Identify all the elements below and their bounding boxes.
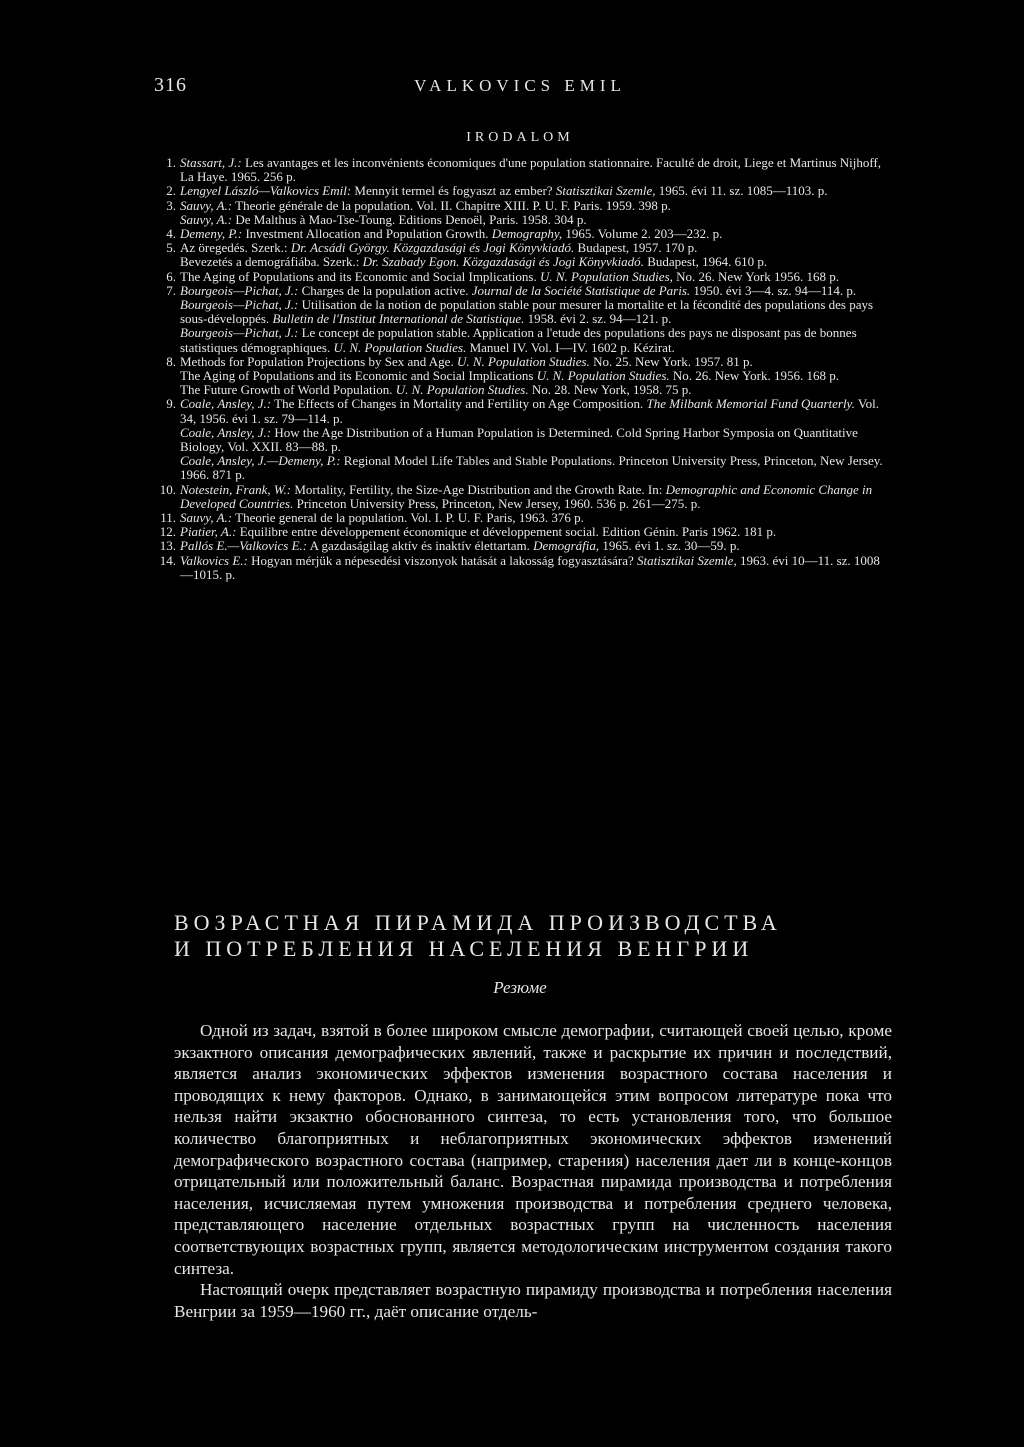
reference-body	[180, 156, 890, 184]
reference-italic-segment: Sauvy, A.:	[180, 197, 233, 213]
reference-italic-segment: Statisztikai Szemle,	[637, 552, 737, 568]
reference-italic-segment: Demography,	[491, 226, 563, 242]
reference-italic-segment: Demográfia,	[533, 538, 600, 554]
reference-text-segment: 1950. évi 3—4. sz. 94—114. p.	[690, 282, 857, 298]
reference-item	[150, 539, 890, 553]
reference-entry	[180, 213, 890, 227]
reference-number: 8.	[166, 353, 176, 369]
reference-italic-segment: U. N. Population Studies.	[333, 339, 467, 355]
reference-body	[180, 397, 890, 482]
page-number: 316	[154, 74, 187, 96]
reference-item	[150, 227, 890, 241]
reference-item	[150, 270, 890, 284]
reference-number: 10.	[159, 481, 176, 497]
reference-text-segment: No. 26. New York. 1956. 168 p.	[669, 368, 839, 384]
reference-text-segment: Bevezetés a demográfiába. Szerk.:	[180, 254, 363, 270]
reference-entry	[180, 156, 890, 184]
reference-number: 13.	[159, 538, 176, 554]
reference-text-segment: Methods for Population Projections by Sex and Age.	[180, 353, 457, 369]
reference-text-segment: Vol. 34, 1956. évi 1. sz. 79—114. p.	[180, 396, 879, 426]
reference-text-segment: 1965. évi 11. sz. 1085—1103. p.	[655, 183, 828, 199]
reference-body	[180, 511, 890, 525]
reference-entry	[180, 355, 890, 369]
reference-entry	[180, 241, 890, 255]
reference-text-segment: Le concept de population stable. Application a l'etude des populations des pays ne disposant pas de bonnes statistiques démographiques.	[180, 325, 857, 355]
reference-italic-segment: Demeny, P.:	[180, 226, 243, 242]
reference-italic-segment: Bulletin de l'Institut International de Statistique.	[272, 311, 525, 327]
reference-italic-segment: Journal de la Société Statistique de Paris.	[471, 282, 691, 298]
reference-italic-segment: Sauvy, A.:	[180, 510, 233, 526]
reference-text-segment: Les avantages et les inconvénients économiques d'une population stationnaire. Faculté de droit, Liege et Martinus Nijhoff, La Haye. 1965. 256 p.	[180, 155, 882, 185]
reference-body	[180, 199, 890, 227]
reference-number: 9.	[166, 396, 176, 412]
reference-item	[150, 284, 890, 355]
reference-text-segment: 1965. Volume 2. 203—232. p.	[562, 226, 723, 242]
reference-item	[150, 241, 890, 269]
reference-text-segment: Mennyit termel és fogyaszt az ember?	[351, 183, 556, 199]
references-heading: IRODALOM	[466, 130, 574, 145]
reference-number: 14.	[159, 552, 176, 568]
reference-entry	[180, 199, 890, 213]
reference-text-segment: Budapest, 1957. 170 p.	[574, 240, 698, 256]
reference-text-segment: Theorie general de la population. Vol. I. P. U. F. Paris, 1963. 376 p.	[232, 510, 584, 526]
reference-entry	[180, 397, 890, 425]
reference-text-segment: Hogyan mérjük a népesedési viszonyok hatását a lakosság fogyasztására?	[247, 552, 638, 568]
reference-text-segment: The Effects of Changes in Mortality and Fertility on Age Composition.	[271, 396, 647, 412]
reference-entry	[180, 525, 890, 539]
reference-text-segment: The Future Growth of World Population.	[180, 382, 396, 398]
reference-italic-segment: Dr. Acsádi György. Közgazdasági és Jogi Könyvkiadó.	[290, 240, 575, 256]
reference-text-segment: 1963. évi 10—11. sz. 1008—1015. p.	[180, 552, 880, 582]
reference-italic-segment: The Milbank Memorial Fund Quarterly.	[646, 396, 855, 412]
reference-italic-segment: Coale, Ansley, J.:	[180, 424, 272, 440]
running-head: VALKOVICS EMIL	[414, 76, 626, 95]
reference-item	[150, 156, 890, 184]
reference-entry	[180, 539, 890, 553]
reference-body	[180, 184, 890, 198]
summary-body	[174, 1020, 892, 1322]
reference-italic-segment: Demographic and Economic Change in Developed Countries.	[180, 481, 873, 511]
reference-italic-segment: Bourgeois—Pichat, J.:	[180, 297, 299, 313]
reference-body	[180, 355, 890, 398]
reference-number: 1.	[166, 155, 176, 170]
reference-italic-segment: Lengyel László—Valkovics Emil:	[180, 183, 352, 199]
reference-italic-segment: Coale, Ansley, J.:	[180, 396, 272, 412]
summary-paragraph-1: Одной из задач, взятой в более широком смысле демографии, считающей своей целью, кроме экзактного описания демографических явлений, также и раскрытие их причин и последствий, является анализ экономических эффектов изменения возрастного состава населения и проводящих к нему факторов. Однако, в занимающейся этим вопросом литературе пока что нельзя найти экзактно обоснованного синтеза, то есть установления того, что большое количество благоприятных и неблагоприятных экономических эффектов изменений демографического возрастного состава (например, старения) населения дает ли в конце-концов отрицательный или положительный баланс. Возрастная пирамида производства и потребления населения, исчисляемая путем умножения производства и потребления среднего человека, представляющего население отдельных возрастных групп на численность населения соответствующих возрастных групп, является методологическим инструментом создания такого синтеза.	[174, 1021, 892, 1278]
reference-item	[150, 483, 890, 511]
reference-text-segment: No. 25. New York. 1957. 81 p.	[589, 353, 753, 369]
reference-text-segment: Utilisation de la notion de population stable pour mesurer la mortalite et la fécondité des populations des pays sous-développés.	[180, 297, 874, 327]
reference-text-segment: Investment Allocation and Population Growth.	[242, 226, 492, 242]
reference-entry	[180, 298, 890, 326]
reference-text-segment: No. 28. New York, 1958. 75 p.	[528, 382, 692, 398]
reference-item	[150, 554, 890, 582]
reference-italic-segment: Valkovics E.:	[180, 552, 248, 568]
reference-number: 11.	[160, 510, 176, 526]
summary-label: Резюме	[493, 978, 547, 997]
reference-item	[150, 355, 890, 398]
reference-text-segment: A gazdaságilag aktív és inaktív élettartam.	[307, 538, 534, 554]
reference-entry	[180, 426, 890, 454]
reference-body	[180, 270, 890, 284]
reference-italic-segment: U. N. Population Studies.	[536, 368, 670, 384]
reference-italic-segment: Pallós E.—Valkovics E.:	[180, 538, 308, 554]
reference-entry	[180, 454, 890, 482]
reference-text-segment: De Malthus à Mao-Tse-Toung. Editions Denoël, Paris. 1958. 304 p.	[232, 211, 587, 227]
reference-body	[180, 554, 890, 582]
reference-italic-segment: Bourgeois—Pichat, J.:	[180, 282, 299, 298]
reference-text-segment: Mortality, Fertility, the Size-Age Distribution and the Growth Rate. In:	[291, 481, 666, 497]
reference-text-segment: Az öregedés. Szerk.:	[180, 240, 291, 256]
reference-number: 3.	[166, 197, 176, 213]
reference-entry	[180, 383, 890, 397]
summary-title-line-1: ВОЗРАСТНАЯ ПИРАМИДА ПРОИЗВОДСТВА	[174, 910, 782, 935]
reference-body	[180, 539, 890, 553]
reference-entry	[180, 227, 890, 241]
reference-entry	[180, 255, 890, 269]
reference-body	[180, 284, 890, 355]
reference-italic-segment: Dr. Szabady Egon. Közgazdasági és Jogi Könyvkiadó.	[362, 254, 644, 270]
reference-italic-segment: Statisztikai Szemle,	[555, 183, 656, 199]
reference-text-segment: Budapest, 1964. 610 p.	[643, 254, 768, 270]
reference-text-segment: How the Age Distribution of a Human Population is Determined. Cold Spring Harbor Symposia on Quantitative Biology, Vol. XXII. 83—88. p.	[180, 424, 858, 455]
reference-text-segment: No. 26. New York 1956. 168 p.	[672, 268, 839, 284]
reference-italic-segment: Piatier, A.:	[180, 524, 237, 540]
reference-italic-segment: Coale, Ansley, J.—Demeny, P.:	[180, 453, 341, 469]
reference-entry	[180, 270, 890, 284]
reference-italic-segment: U. N. Population Studies.	[456, 353, 590, 369]
reference-text-segment: Regional Model Life Tables and Stable Populations. Princeton University Press, Princeton, New Jersey. 1966. 871 p.	[180, 453, 883, 483]
reference-text-segment: The Aging of Populations and its Economic and Social Implications	[180, 368, 537, 384]
reference-body	[180, 525, 890, 539]
reference-number: 4.	[166, 226, 176, 242]
reference-entry	[180, 326, 890, 354]
reference-italic-segment: Bourgeois—Pichat, J.:	[180, 325, 299, 341]
reference-text-segment: 1965. évi 1. sz. 30—59. p.	[599, 538, 740, 554]
reference-italic-segment: Sauvy, A.:	[180, 211, 233, 227]
reference-number: 7.	[166, 282, 176, 298]
summary-paragraph-2: Настоящий очерк представляет возрастную пирамиду производства и потребления населения Венгрии за 1959—1960 гг., даёт описание отдель-	[174, 1280, 892, 1321]
reference-text-segment: Theorie générale de la population. Vol. II. Chapitre XIII. P. U. F. Paris. 1959. 398 p.	[232, 197, 671, 213]
reference-number: 5.	[166, 240, 176, 256]
reference-item	[150, 525, 890, 539]
summary-title	[174, 910, 894, 962]
reference-text-segment: Manuel IV. Vol. I—IV. 1602 p. Kézirat.	[466, 339, 675, 355]
reference-text-segment: Charges de la population active.	[298, 282, 472, 298]
reference-number: 2.	[166, 183, 176, 199]
summary-title-line-2: И ПОТРЕБЛЕНИЯ НАСЕЛЕНИЯ ВЕНГРИИ	[174, 936, 754, 961]
reference-item	[150, 511, 890, 525]
reference-number: 6.	[166, 268, 176, 284]
reference-body	[180, 241, 890, 269]
reference-body	[180, 227, 890, 241]
reference-body	[180, 483, 890, 511]
reference-entry	[180, 369, 890, 383]
reference-text-segment: The Aging of Populations and its Economic and Social Implications.	[180, 268, 540, 284]
reference-number: 12.	[159, 524, 176, 540]
reference-text-segment: Princeton University Press, Princeton, New Jersey, 1960. 536 p. 261—275. p.	[293, 495, 701, 511]
reference-italic-segment: Notestein, Frank, W.:	[180, 481, 292, 497]
reference-text-segment: 1958. évi 2. sz. 94—121. p.	[524, 311, 672, 327]
reference-entry	[180, 184, 890, 198]
reference-item	[150, 397, 890, 482]
reference-list	[150, 156, 890, 582]
reference-italic-segment: U. N. Population Studies,	[539, 268, 673, 284]
reference-italic-segment: U. N. Population Studies.	[395, 382, 529, 398]
reference-italic-segment: Stassart, J.:	[180, 155, 242, 170]
reference-text-segment: Equilibre entre développement économique et développement social. Edition Génin. Paris 1962. 181 p.	[236, 524, 777, 540]
page-header	[150, 74, 890, 104]
reference-entry	[180, 483, 890, 511]
reference-item	[150, 199, 890, 227]
reference-item	[150, 184, 890, 198]
reference-entry	[180, 284, 890, 298]
reference-entry	[180, 511, 890, 525]
reference-entry	[180, 554, 890, 582]
